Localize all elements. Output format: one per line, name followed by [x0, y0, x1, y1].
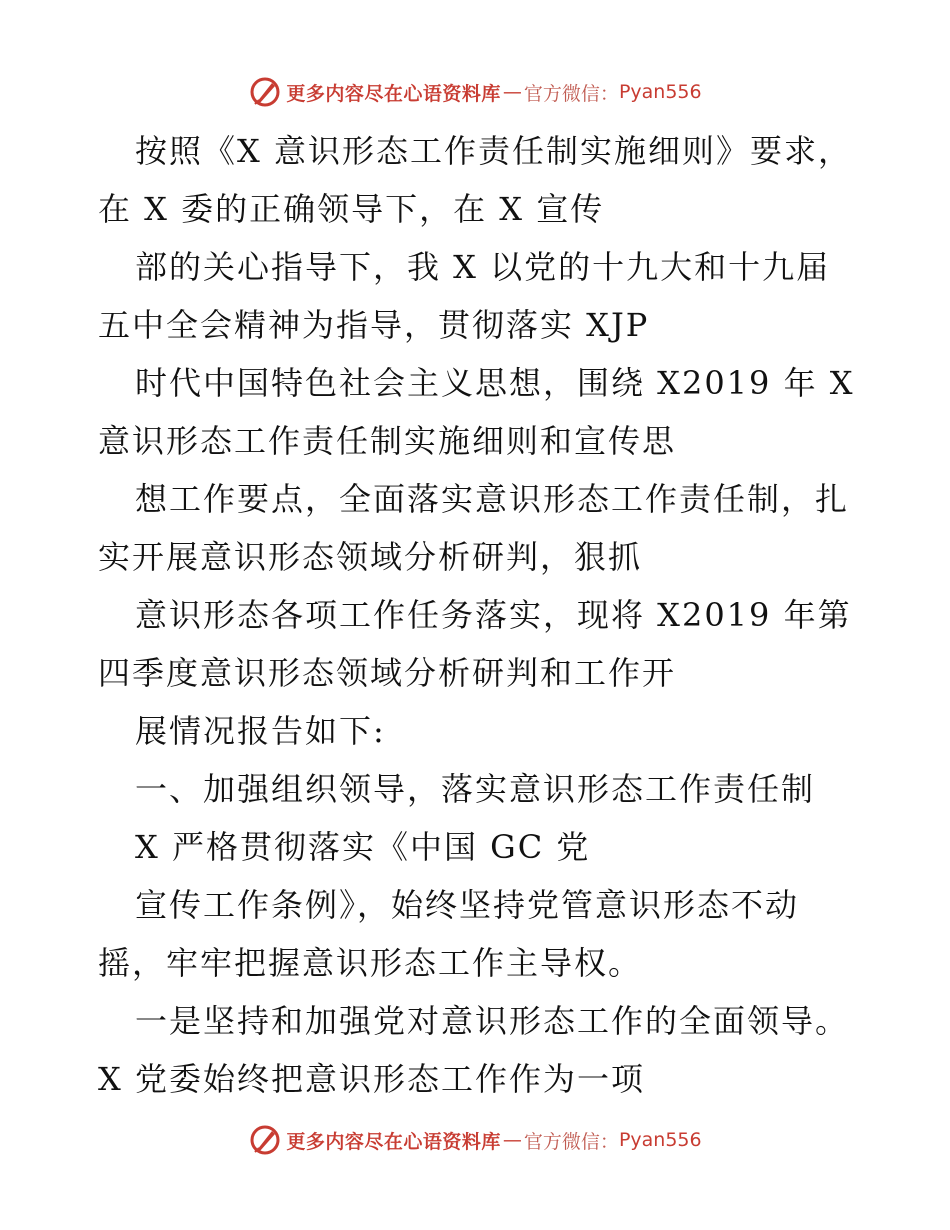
section-heading: 一、加强组织领导，落实意识形态工作责任制 — [135, 770, 816, 808]
text-line: 按照《X 意识形态工作责任制实施细则》要求， — [135, 132, 852, 170]
document-body — [0, 122, 950, 1108]
text-line: 实开展意识形态领域分析研判，狠抓 — [98, 538, 643, 576]
text-line: 一是坚持和加强党对意识形态工作的全面领导。 — [135, 1002, 850, 1040]
watermark-left-text: 更多内容尽在心语资料库 — [286, 82, 501, 105]
text-line: 摇，牢牢把握意识形态工作主导权。 — [98, 944, 643, 982]
quill-logo-icon — [248, 1123, 282, 1157]
text-line: 时代中国特色社会主义思想，围绕 X2019 年 X — [135, 364, 855, 402]
text-line: 意识形态工作责任制实施细则和宣传思 — [98, 422, 677, 460]
text-line: X 党委始终把意识形态工作作为一项 — [98, 1060, 645, 1098]
watermark-dash: — — [502, 1129, 522, 1151]
text-line: 想工作要点，全面落实意识形态工作责任制，扎 — [135, 480, 850, 518]
quill-logo-icon — [248, 75, 282, 109]
text-line: X 严格贯彻落实《中国 GC 党 — [135, 828, 591, 866]
text-line: 意识形态各项工作任务落实，现将 X2019 年第 — [135, 596, 852, 634]
footer-watermark — [0, 1120, 950, 1160]
watermark-wechat-id: Pyan556 — [618, 81, 702, 103]
watermark-left-text: 更多内容尽在心语资料库 — [286, 1130, 501, 1153]
watermark-wechat-id: Pyan556 — [618, 1129, 702, 1151]
text-line: 展情况报告如下: — [135, 712, 386, 750]
text-line: 部的关心指导下，我 X 以党的十九大和十九届 — [135, 248, 831, 286]
text-line: 五中全会精神为指导，贯彻落实 XJP — [98, 306, 650, 344]
watermark-right-text: 官方微信： — [523, 82, 619, 105]
header-watermark — [0, 72, 950, 112]
text-line: 四季度意识形态领域分析研判和工作开 — [98, 654, 677, 692]
text-line: 宣传工作条例》，始终坚持党管意识形态不动 — [135, 886, 800, 924]
text-line: 在 X 委的正确领导下，在 X 宣传 — [98, 190, 605, 228]
watermark-dash: — — [502, 81, 522, 103]
watermark-right-text: 官方微信： — [523, 1130, 619, 1153]
